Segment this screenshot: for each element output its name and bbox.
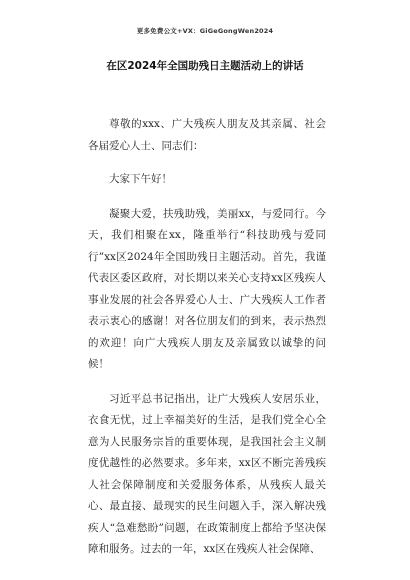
document-body [88,114,326,574]
document-title: 在区2024年全国助残日主题活动上的讲话 [106,60,304,72]
paragraph-quote: 习近平总书记指出，让广大残疾人安居乐业，衣食无忧，过上幸福美好的生活，是我们党全心全意为人民服务宗旨的重要体现，是我国社会主义制度优越性的必然要求。多年来，xx区不断完善残疾人社会保障制度和关爱服务体系，从残疾人最关心、最直接、最现实的民生问题入手，深入解决残疾人“急难愁盼”问题，在政策制度上都给予坚决保障和服务。过去的一年，xx区在残疾人社会保障、 [88,392,326,555]
header-note: 更多免费公文+VX：GiGeGongWen2024 [136,27,274,35]
paragraph-opening: 凝聚大爱，扶残助残，美丽xx，与爱同行。今天，我们相聚在xx，隆重举行“科技助残与爱同行”xx区2024年全国助残日主题活动。首先，我谨代表区委区政府，对长期以来关心支持xx区残疾人事业发展的社会各界爱心人士、广大残疾人工作者表示衷心的感谢！对各位朋友们的到来，表示热烈的欢迎！向广大残疾人朋友及亲属致以诚挚的问候！ [88,207,326,370]
paragraph-salutation: 尊敬的xxx、广大残疾人朋友及其亲属、社会各届爱心人士、同志们： [88,118,326,152]
paragraph-greeting: 大家下午好！ [109,173,172,185]
